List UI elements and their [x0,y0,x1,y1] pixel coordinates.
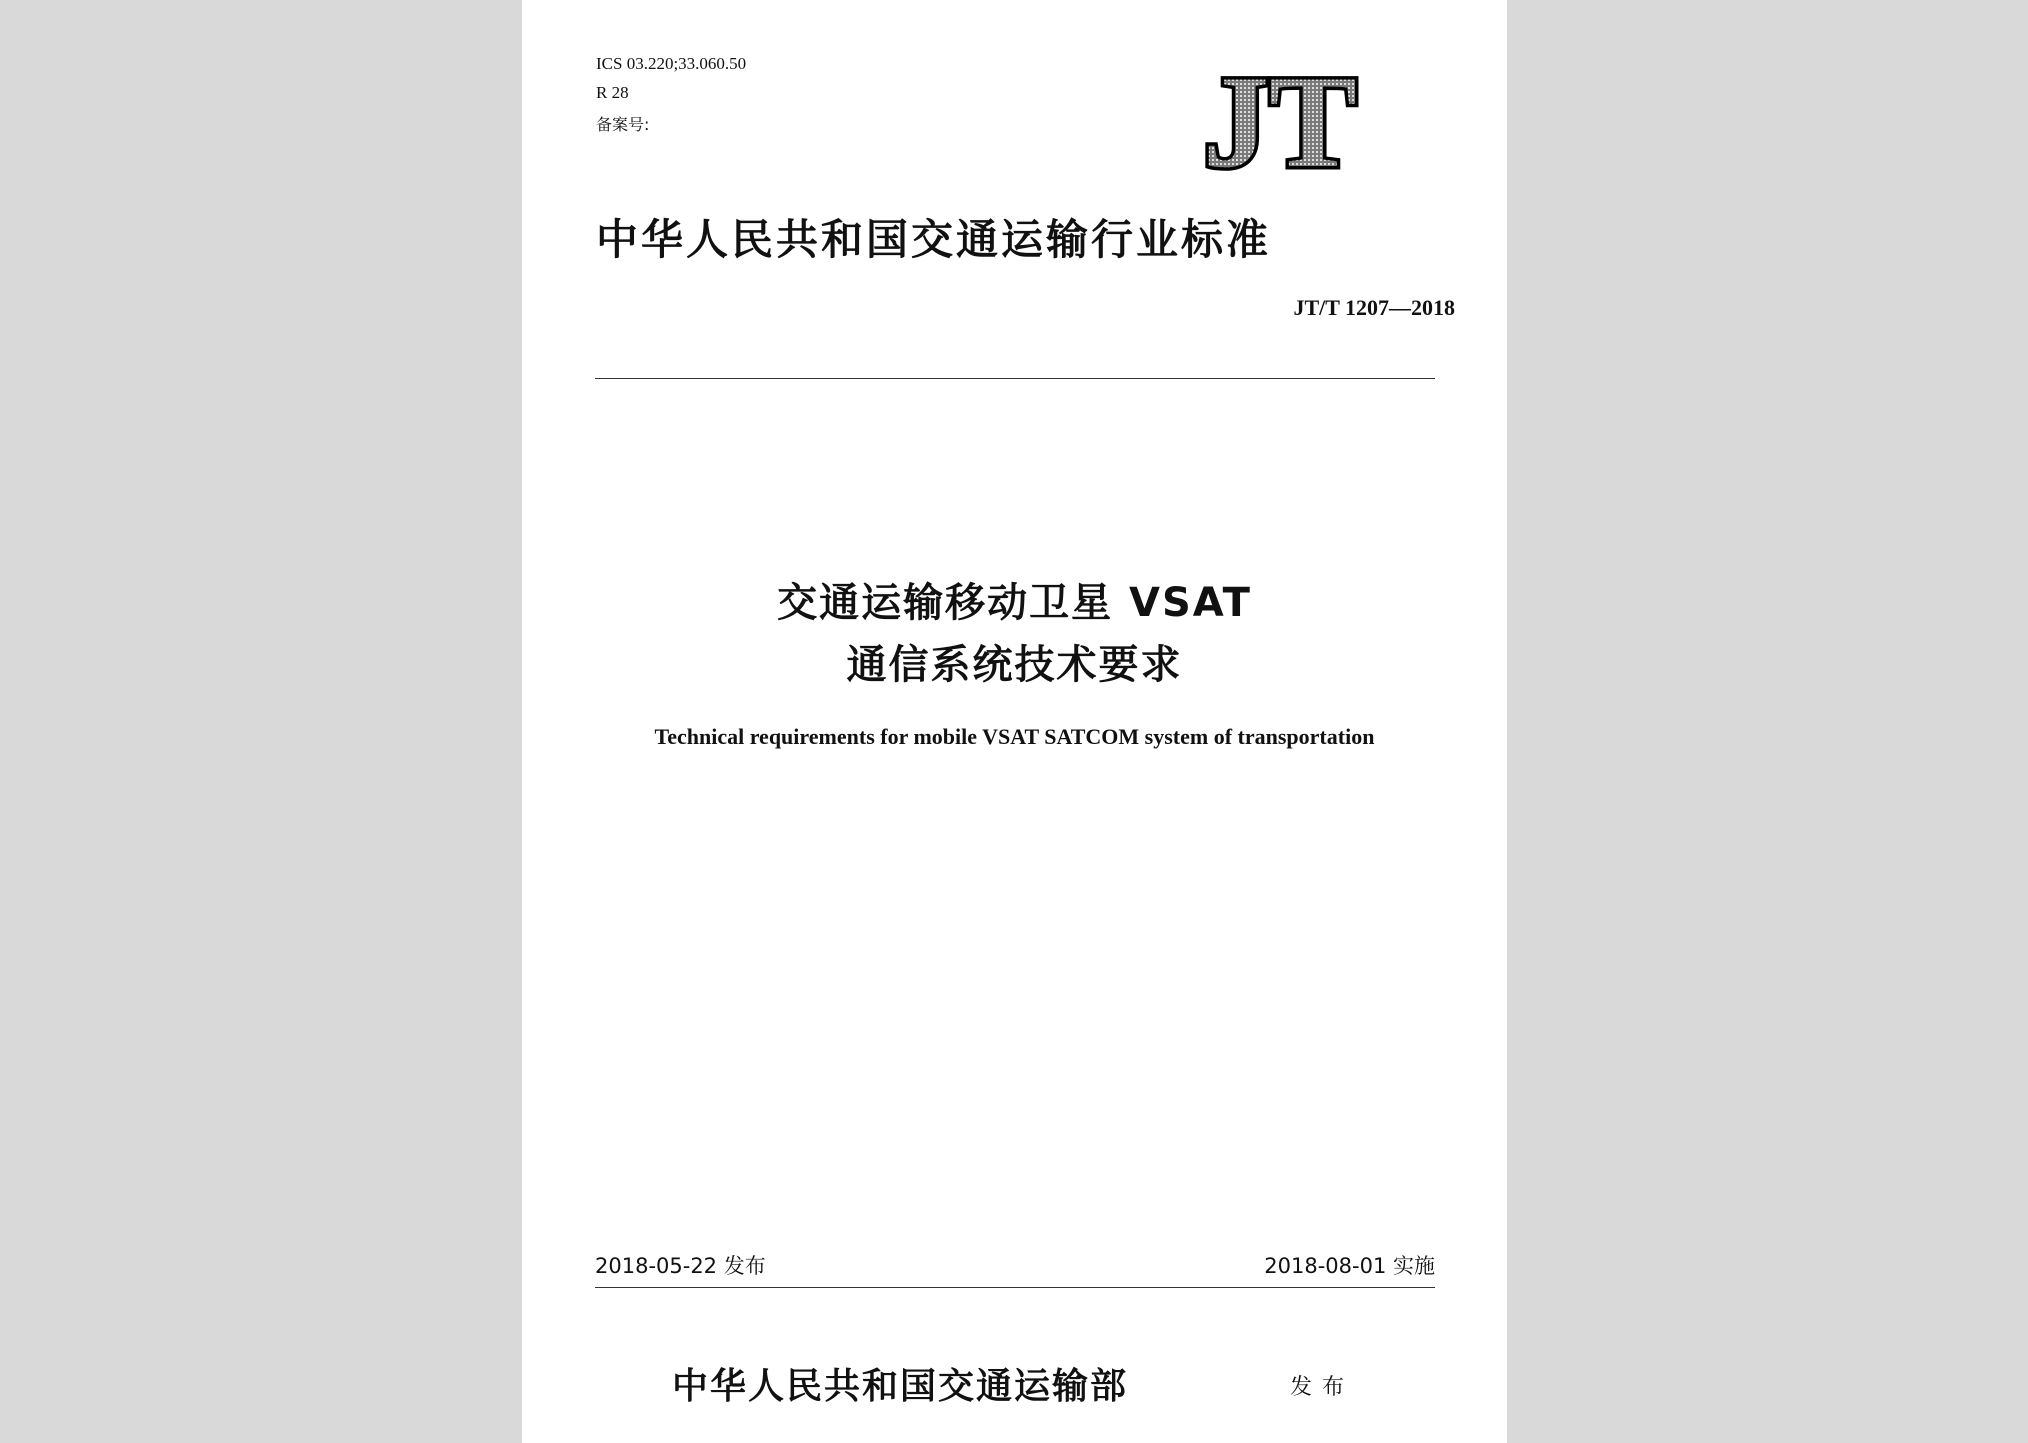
issue-word: 发布 [1290,1375,1355,1400]
top-divider [595,378,1435,379]
issuing-authority: 中华人民共和国交通运输部 [672,1366,1129,1407]
chinese-title-line-1: 交通运输移动卫星 VSAT [777,580,1252,626]
jt-logo-text: JT [1202,62,1358,182]
bottom-divider [595,1287,1435,1288]
document-page [522,0,1507,1443]
jt-logo [1175,62,1385,182]
filing-number-label: 备案号: [596,115,650,134]
industry-standard-heading: 中华人民共和国交通运输行业标准 [596,215,1272,264]
ics-code: ICS 03.220;33.060.50 [596,54,747,73]
issue-date: 2018-05-22 发布 [595,1254,766,1278]
chinese-title [522,572,1507,696]
standard-number: JT/T 1207—2018 [1293,295,1455,320]
english-title: Technical requirements for mobile VSAT SATCOM system of transportation [654,724,1375,749]
implementation-date: 2018-08-01 实施 [1264,1254,1435,1278]
classification-code: R 28 [596,83,629,102]
chinese-title-line-2: 通信系统技术要求 [846,642,1183,688]
